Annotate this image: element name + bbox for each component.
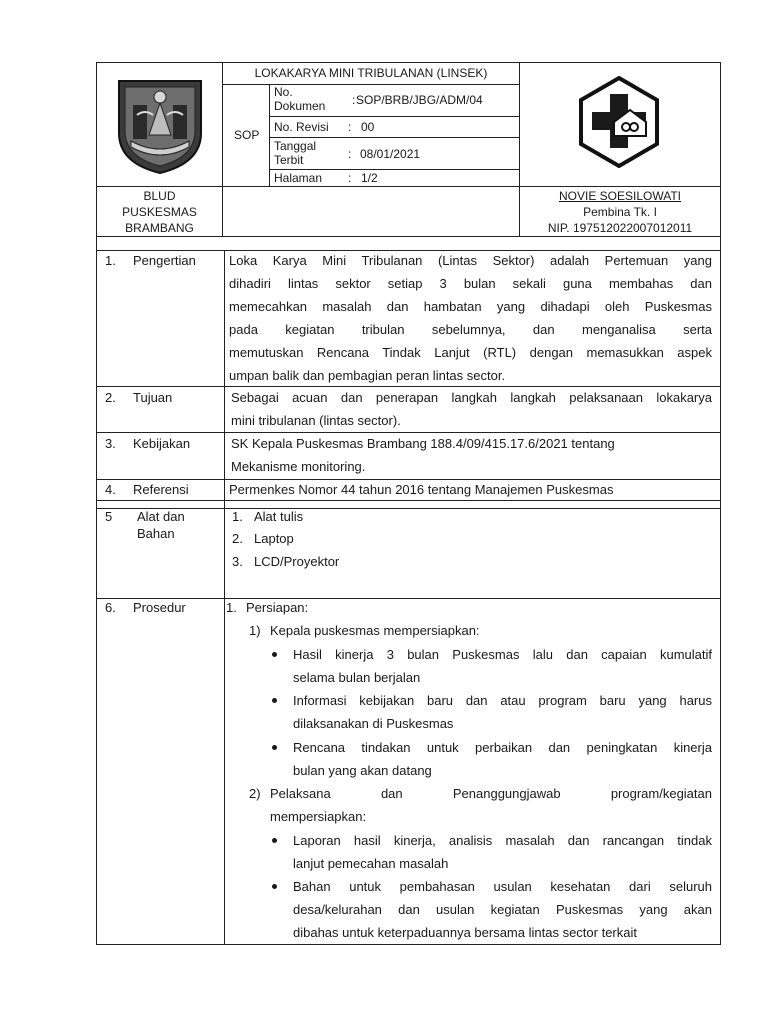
section-number: 1. — [105, 253, 116, 268]
prosedur-substep-number: 1) — [249, 623, 261, 638]
section-label-kebijakan: Kebijakan — [133, 436, 191, 451]
puskesmas-logo — [578, 76, 660, 168]
signer-name: NOVIE SOESILOWATI — [558, 189, 682, 203]
prosedur-bullet-line: Rencana tindakan untuk perbaikan dan peningkatan kinerja — [293, 740, 712, 755]
prosedur-substep-number: 2) — [249, 786, 261, 801]
prosedur-bullet-line: Hasil kinerja 3 bulan Puskesmas lalu dan capaian kumulatif — [293, 647, 712, 662]
bullet-icon — [272, 652, 277, 657]
alat-item-number: 1. — [232, 509, 243, 524]
pengertian-line: umpan balik dan pembagian peran lintas sector. — [229, 368, 506, 383]
prosedur-step-number: 1. — [226, 600, 237, 615]
pengertian-line: dihadiri lintas sektor setiap 3 bulan sekali guna membahas dan — [229, 276, 712, 291]
field-no-dokumen-label: No. Dokumen — [274, 85, 326, 113]
signer-rank: Pembina Tk. I — [583, 205, 657, 219]
org-name: BLUD PUSKESMAS BRAMBANG — [122, 189, 197, 235]
sop-header — [96, 62, 720, 236]
alat-item: Laptop — [254, 531, 294, 546]
section-number: 4. — [105, 482, 116, 497]
prosedur-step: Persiapan: — [246, 600, 309, 615]
field-no-dokumen-value: SOP/BRB/JBG/ADM/04 — [356, 93, 483, 107]
prosedur-bullet-line: dilaksanakan di Puskesmas — [293, 716, 454, 731]
field-halaman-value: 1/2 — [361, 171, 378, 185]
sop-label: SOP — [234, 128, 260, 142]
bullet-icon — [272, 884, 277, 889]
section-label-bahan: Bahan — [137, 526, 175, 541]
kebijakan-line: SK Kepala Puskesmas Brambang 188.4/09/415.17.6/2021 tentang — [231, 436, 615, 451]
prosedur-bullet-line: selama bulan berjalan — [293, 670, 421, 685]
prosedur-bullet-line: lanjut pemecahan masalah — [293, 856, 449, 871]
tujuan-line: Sebagai acuan dan penerapan langkah langkah pelaksanaan lokakarya — [231, 390, 712, 405]
section-label-referensi: Referensi — [133, 482, 189, 497]
pengertian-line: pada kegiatan tribulan sebelumnya, dan menganalisa serta — [229, 322, 712, 337]
prosedur-substep: Kepala puskesmas mempersiapkan: — [270, 623, 480, 638]
field-tanggal-value: 08/01/2021 — [360, 147, 421, 161]
alat-item: LCD/Proyektor — [254, 554, 340, 569]
alat-item-number: 2. — [232, 531, 243, 546]
regency-crest-logo — [115, 75, 205, 175]
section-number: 2. — [105, 390, 116, 405]
section-label-tujuan: Tujuan — [133, 390, 173, 405]
alat-item: Alat tulis — [254, 509, 304, 524]
prosedur-bullet-line: Informasi kebijakan baru dan atau program baru yang harus — [293, 693, 712, 708]
section-label-prosedur: Prosedur — [133, 600, 186, 615]
field-no-revisi-value: 00 — [361, 120, 375, 134]
field-halaman-label: Halaman — [274, 171, 323, 185]
section-number: 3. — [105, 436, 116, 451]
prosedur-substep: Pelaksana dan Penanggungjawab program/kegiatan — [270, 786, 712, 801]
kebijakan-line: Mekanisme monitoring. — [231, 459, 366, 474]
bullet-icon — [272, 838, 277, 843]
prosedur-substep: mempersiapkan: — [270, 809, 367, 824]
field-halaman-sep: : — [348, 171, 352, 185]
referensi-line: Permenkes Nomor 44 tahun 2016 tentang Manajemen Puskesmas — [229, 482, 614, 497]
bullet-icon — [272, 698, 277, 703]
pengertian-line: memecahkan masalah dan hambatan yang dihadapi oleh Puskesmas — [229, 299, 712, 314]
section-number: 6. — [105, 600, 116, 615]
pengertian-line: Loka Karya Mini Tribulanan (Lintas Sektor) adalah Pertemuan yang — [229, 253, 712, 268]
prosedur-bullet-line: dibahas untuk keterpaduannya bersama lintas sector terkait — [293, 925, 637, 940]
prosedur-bullet-line: Laporan hasil kinerja, analisis masalah dan rancangan tindak — [293, 833, 712, 848]
field-tanggal-sep: : — [348, 147, 352, 161]
prosedur-bullet-line: desa/kelurahan dan usulan kegiatan Puskesmas yang akan — [293, 902, 712, 917]
field-no-revisi-sep: : — [348, 120, 352, 134]
bullet-icon — [272, 745, 277, 750]
alat-item-number: 3. — [232, 554, 243, 569]
pengertian-line: memutuskan Rencana Tindak Lanjut (RTL) dengan memasukkan aspek — [229, 345, 712, 360]
document-title: LOKAKARYA MINI TRIBULANAN (LINSEK) — [254, 66, 488, 80]
tujuan-line: mini tribulanan (lintas sector). — [231, 413, 401, 428]
field-tanggal-label: Tanggal Terbit — [274, 139, 317, 167]
field-no-dokumen-sep: : — [352, 93, 356, 107]
prosedur-bullet-line: bulan yang akan datang — [293, 763, 432, 778]
signer-nip: NIP. 197512022007012011 — [547, 221, 693, 235]
section-number: 5 — [105, 509, 113, 524]
section-label-pengertian: Pengertian — [133, 253, 196, 268]
section-label-alat: Alat dan — [137, 509, 185, 524]
prosedur-bullet-line: Bahan untuk pembahasan usulan kesehatan dari seluruh — [293, 879, 712, 894]
field-no-revisi-label: No. Revisi — [274, 120, 329, 134]
